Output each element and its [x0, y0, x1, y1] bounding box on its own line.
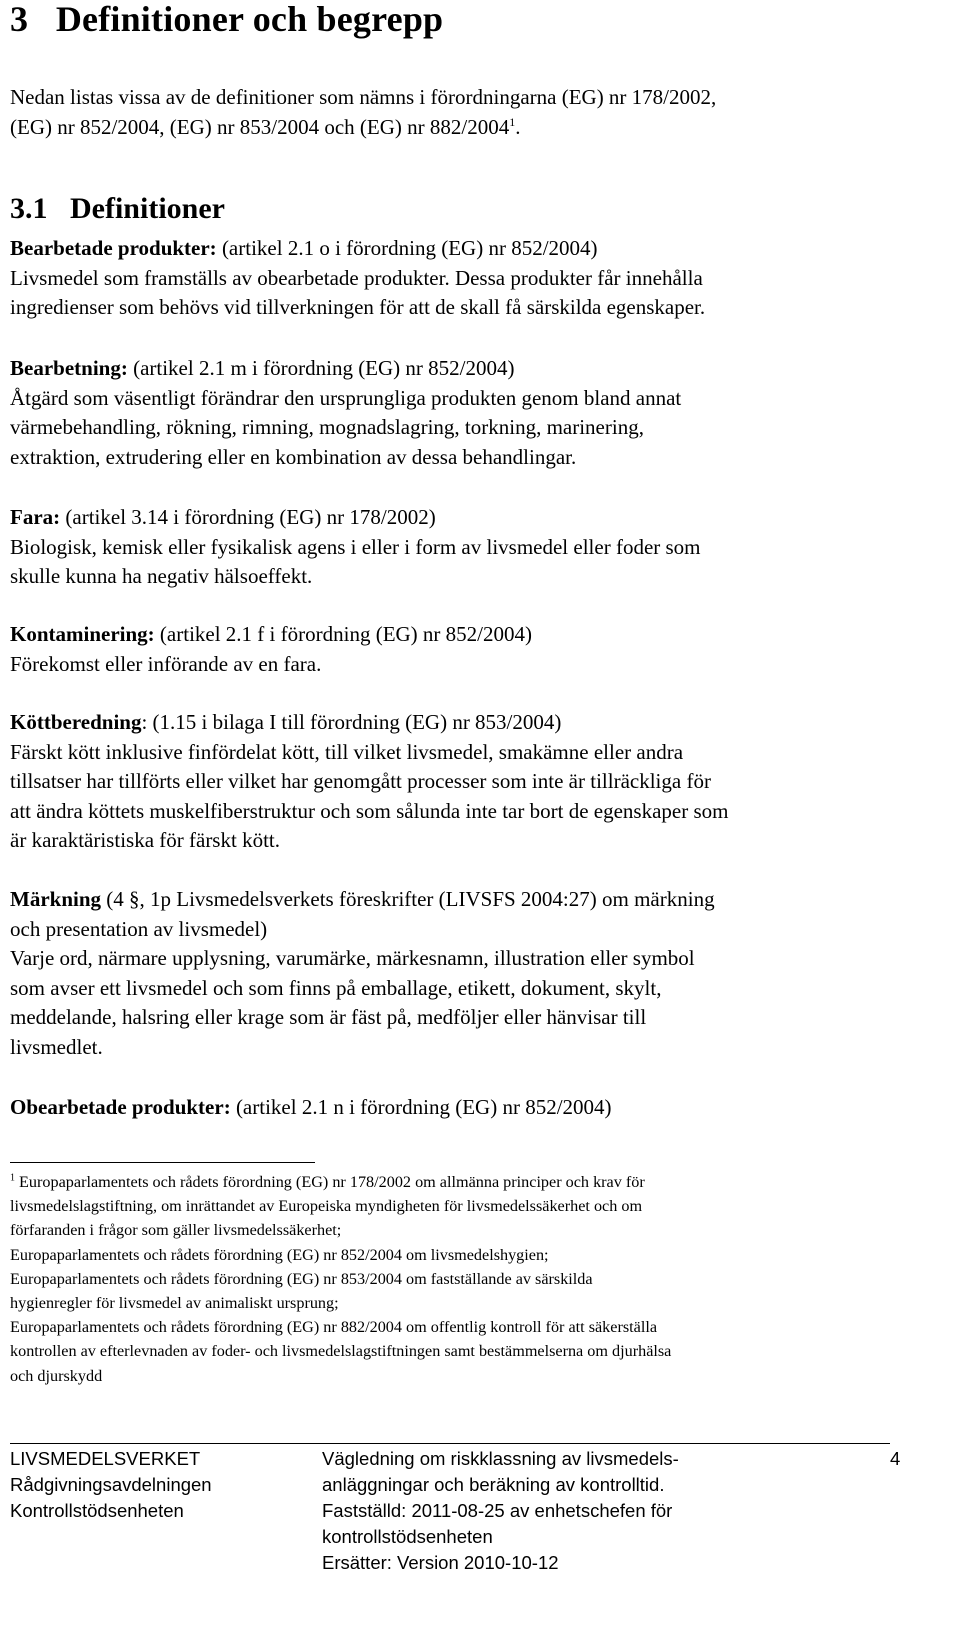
- definition-term: Bearbetning:: [10, 356, 128, 380]
- footnote-line: kontrollen av efterlevnaden av foder- och livsmedelslagstiftningen samt bestämmelserna om djurhälsa: [10, 1342, 672, 1361]
- definition-text: ingredienser som behövs vid tillverkningen för att de skall få särskilda egenskaper.: [10, 295, 706, 319]
- definition-fara: [10, 503, 925, 592]
- footnote-line: Europaparlamentets och rådets förordning (EG) nr 882/2004 om offentlig kontroll för att säkerställa: [10, 1318, 658, 1337]
- footer-org-line: LIVSMEDELSVERKET: [10, 1448, 201, 1469]
- definition-text: är karaktäristiska för färskt kött.: [10, 828, 280, 852]
- definition-text: skulle kunna ha negativ hälsoeffekt.: [10, 564, 313, 588]
- footnote-line: livsmedelslagstiftning, om inrättandet av Europeiska myndigheten för livsmedelssäkerhet och om: [10, 1197, 643, 1216]
- definition-text: värmebehandling, rökning, rimning, mognadslagring, torkning, marinering,: [10, 415, 644, 439]
- footnote-marker: 1: [10, 1172, 15, 1184]
- definition-header: [10, 1093, 925, 1123]
- section-number: 3.1: [10, 192, 48, 225]
- footer-org-line: Rådgivningsavdelningen: [10, 1474, 212, 1495]
- definition-term: Fara:: [10, 505, 61, 529]
- footer-separator: [10, 1443, 890, 1444]
- footer-info-line: Vägledning om riskklassning av livsmedels-: [322, 1448, 679, 1469]
- footer-info-line: Ersätter: Version 2010-10-12: [322, 1552, 559, 1573]
- definition-reference: : (1.15 i bilaga I till förordning (EG) nr 853/2004): [141, 710, 562, 734]
- chapter-heading: [10, 0, 443, 40]
- definition-header: [10, 620, 925, 650]
- footnote-line: och djurskydd: [10, 1366, 103, 1385]
- footnote-separator: [10, 1162, 315, 1163]
- definition-text: Förekomst eller införande av en fara.: [10, 651, 322, 676]
- definition-text: Biologisk, kemisk eller fysikalisk agens i eller i form av livsmedel eller foder som: [10, 534, 701, 559]
- chapter-number: 3: [10, 0, 29, 39]
- definition-bearbetade-produkter: [10, 234, 925, 323]
- definition-kottberedning: [10, 708, 925, 856]
- definition-text: tillsatser har tillförts eller vilket har genomgått processer som inte är tillräckliga för: [10, 769, 711, 793]
- definition-reference: (artikel 2.1 o i förordning (EG) nr 852/2004): [216, 236, 598, 260]
- definition-text: extraktion, extrudering eller en kombination av dessa behandlingar.: [10, 444, 577, 469]
- definition-text: meddelande, halsring eller krage som är fäst på, medföljer eller hänvisar till: [10, 1005, 647, 1029]
- definition-reference: (artikel 3.14 i förordning (EG) nr 178/2002): [60, 505, 436, 529]
- definition-obearbetade-produkter: [10, 1093, 925, 1123]
- definition-text: som avser ett livsmedel och som finns på emballage, etikett, dokument, skylt,: [10, 975, 662, 1000]
- definition-reference: (artikel 2.1 m i förordning (EG) nr 852/2004): [127, 356, 515, 380]
- footnote-line: $^1$ Europaparlamentets och rådets förordning (EG) nr 178/2002 om allmänna principer och krav för: [10, 1172, 645, 1191]
- definition-term: Bearbetade produkter:: [10, 236, 217, 260]
- footer-org-line: Kontrollstödsenheten: [10, 1500, 184, 1521]
- footer-document-info: [322, 1446, 679, 1576]
- footnote-line: Europaparlamentets och rådets förordning (EG) nr 853/2004 om fastställande av särskilda: [10, 1269, 593, 1288]
- footnote-line: förfaranden i frågor som gäller livsmedelssäkerhet;: [10, 1221, 342, 1240]
- definition-markning: [10, 885, 925, 1062]
- definition-text: livsmedlet.: [10, 1034, 103, 1059]
- definition-reference: (4 §, 1p Livsmedelsverkets föreskrifter (LIVSFS 2004:27) om märkning: [101, 887, 715, 911]
- definition-term: Kontaminering:: [10, 622, 155, 646]
- definition-reference: (artikel 2.1 n i förordning (EG) nr 852/2004): [230, 1095, 612, 1119]
- definition-text: Livsmedel som framställs av obearbetade produkter. Dessa produkter får innehålla: [10, 265, 703, 290]
- definition-text: att ändra köttets muskelfiberstruktur och som sålunda inte tar bort de egenskaper som: [10, 798, 729, 823]
- footer-info-line: Fastställd: 2011-08-25 av enhetschefen för: [322, 1500, 673, 1521]
- definition-text: Färskt kött inklusive finfördelat kött, till vilket livsmedel, smakämne eller andra: [10, 739, 684, 764]
- definition-term: Köttberedning: [10, 710, 142, 734]
- footnote-line: hygienregler för livsmedel av animaliskt ursprung;: [10, 1294, 339, 1313]
- definition-header: [10, 503, 925, 533]
- footer-info-line: kontrollstödsenheten: [322, 1526, 493, 1547]
- definition-kontaminering: [10, 620, 925, 679]
- definition-text: och presentation av livsmedel): [10, 916, 268, 941]
- intro-paragraph: [10, 83, 925, 142]
- footnote-line: Europaparlamentets och rådets förordning (EG) nr 852/2004 om livsmedelshygien;: [10, 1245, 549, 1264]
- definition-header: [10, 234, 925, 264]
- section-title: Definitioner: [70, 192, 225, 225]
- footer-info-line: anläggningar och beräkning av kontrolltid.: [322, 1474, 665, 1495]
- chapter-title: Definitioner och begrepp: [55, 0, 444, 39]
- definition-term: Märkning: [10, 887, 102, 911]
- definition-reference: (artikel 2.1 f i förordning (EG) nr 852/2004): [154, 622, 532, 646]
- definition-text: Åtgärd som väsentligt förändrar den ursprungliga produkten genom bland annat: [10, 385, 682, 410]
- footer-organization: [10, 1446, 212, 1524]
- definition-header: [10, 885, 925, 915]
- definition-term: Obearbetade produkter:: [10, 1095, 231, 1119]
- definition-header: [10, 708, 925, 738]
- definition-bearbetning: [10, 354, 925, 472]
- definition-text: Varje ord, närmare upplysning, varumärke, märkesnamn, illustration eller symbol: [10, 946, 695, 970]
- footnotes: [10, 1170, 920, 1388]
- intro-line: (EG) nr 852/2004, (EG) nr 853/2004 och (EG) nr 882/2004$^1$.: [10, 114, 521, 139]
- section-heading: [10, 192, 225, 226]
- page-number: 4: [890, 1448, 901, 1469]
- footnote-reference[interactable]: 1: [509, 114, 516, 129]
- intro-line: Nedan listas vissa av de definitioner som nämns i förordningarna (EG) nr 178/2002,: [10, 85, 717, 109]
- definition-header: [10, 354, 925, 384]
